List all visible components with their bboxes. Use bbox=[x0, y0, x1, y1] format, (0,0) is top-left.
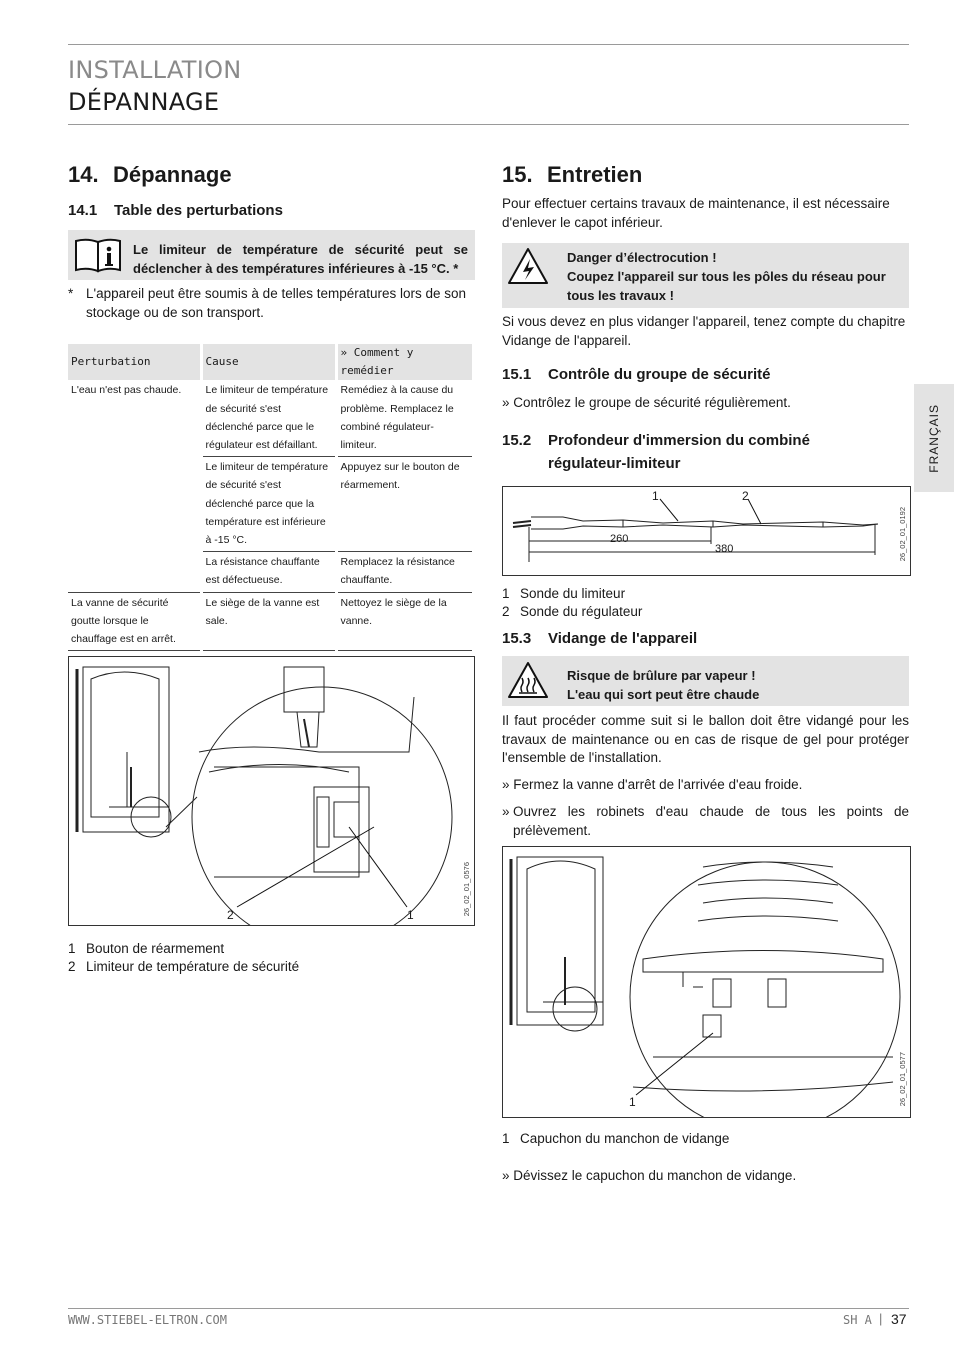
drain-cap-figure bbox=[502, 846, 911, 1118]
cell-cause: La résistance chauffante est défectueuse. bbox=[201, 552, 336, 592]
section-14-1-heading: 14.1 Table des perturbations bbox=[68, 202, 283, 219]
language-tab-label: FRANÇAIS bbox=[927, 403, 941, 473]
cell-cause: Le siège de la vanne est sale. bbox=[201, 592, 336, 651]
section-15-1-bullet: » Contrôlez le groupe de sécurité régulièrement. bbox=[502, 395, 791, 410]
header-section: INSTALLATION bbox=[68, 56, 242, 84]
probe-caption-1: 1 Sonde du limiteur bbox=[502, 586, 626, 601]
figure-caption-2: 2 Limiteur de température de sécurité bbox=[68, 959, 300, 974]
section-15-heading: 15. Entretien bbox=[502, 162, 643, 187]
cell-remedy: Appuyez sur le bouton de réarmement. bbox=[336, 457, 472, 552]
drain-step-2: Ouvrez les robinets d'eau chaude de tous les points de prélèvement. bbox=[513, 804, 909, 838]
col-header-cause: Cause bbox=[201, 344, 336, 380]
drain-step-2-mark: » bbox=[502, 804, 510, 819]
book-info-icon bbox=[74, 237, 124, 273]
probe-label-2: 2 bbox=[742, 489, 749, 503]
cell-perturbation: La vanne de sécurité goutte lorsque le chauffage est en arrêt. bbox=[68, 592, 201, 651]
probe-figure bbox=[502, 486, 911, 576]
header-title: DÉPANNAGE bbox=[68, 88, 220, 116]
section-15-intro: Pour effectuer certains travaux de maintenance, il est nécessaire d'enlever le capot inférieur. bbox=[502, 196, 890, 230]
section-15-3-text: Il faut procéder comme suit si le ballon doit être vidangé pour les travaux de maintenance ou en cas de risque de gel pour protéger l'ensemble de l'installation. bbox=[502, 713, 909, 765]
section-15-1-heading: 15.1 Contrôle du groupe de sécurité bbox=[502, 366, 771, 383]
dimension-380: 380 bbox=[715, 543, 734, 555]
col-header-perturbation: Perturbation bbox=[68, 344, 201, 380]
page-number: 37 bbox=[891, 1311, 907, 1327]
probe-label-1: 1 bbox=[652, 489, 659, 503]
dimension-260: 260 bbox=[610, 533, 629, 545]
cell-cause: Le limiteur de température de sécurité s'est déclenché parce que le régulateur est défaillant. bbox=[201, 380, 336, 456]
footnote-text: L'appareil peut être soumis à de telles températures lors de son stockage ou de son transport. bbox=[86, 286, 467, 320]
drain-step-1: » Fermez la vanne d'arrêt de l'arrivée d'eau froide. bbox=[502, 777, 803, 792]
table-header-row bbox=[68, 344, 472, 380]
section-15-2-heading: 15.2 Profondeur d'immersion du combiné régulateur-limiteur bbox=[502, 432, 810, 472]
probe-caption-2: 2 Sonde du régulateur bbox=[502, 604, 643, 619]
figure-caption-1: 1 Bouton de réarmement bbox=[68, 941, 225, 956]
footer-separator: | bbox=[879, 1311, 883, 1326]
section-14-heading: 14. Dépannage bbox=[68, 162, 232, 187]
cell-remedy: Nettoyez le siège de la vanne. bbox=[336, 592, 472, 651]
drain-step-3: » Dévissez le capuchon du manchon de vidange. bbox=[502, 1168, 797, 1183]
drain-figure-label-1: 1 bbox=[629, 1095, 636, 1109]
footnote-mark: * bbox=[68, 286, 74, 301]
probe-figure-code: 26_02_01_0192 bbox=[898, 507, 907, 562]
footer-url[interactable]: WWW.STIEBEL-ELTRON.COM bbox=[68, 1313, 227, 1327]
electric-hazard-icon bbox=[506, 246, 550, 286]
drain-figure-caption: 1 Capuchon du manchon de vidange bbox=[502, 1131, 730, 1146]
heater-drain-illustration bbox=[503, 847, 910, 1117]
table-row bbox=[68, 380, 472, 456]
cell-remedy: Remédiez à la cause du problème. Remplacez le combiné régulateur-limiteur. bbox=[336, 380, 472, 456]
figure-label-1: 1 bbox=[407, 908, 414, 922]
figure-code: 26_02_01_0576 bbox=[462, 862, 471, 917]
heater-reset-illustration bbox=[69, 657, 474, 925]
footer-model: SH A bbox=[843, 1313, 872, 1327]
cell-remedy: Remplacez la résistance chauffante. bbox=[336, 552, 472, 592]
cell-perturbation: L'eau n'est pas chaude. bbox=[68, 380, 201, 592]
info-text: Le limiteur de température de sécurité peut se déclencher à des températures inférieures à -15 °C. * bbox=[133, 242, 468, 276]
drain-note: Si vous devez en plus vidanger l'appareil, tenez compte du chapitre Vidange de l'appareil. bbox=[502, 314, 906, 348]
probe-illustration bbox=[503, 487, 910, 575]
table-row bbox=[68, 592, 472, 651]
hot-steam-warning-icon bbox=[506, 660, 550, 700]
section-15-3-heading: 15.3 Vidange de l'appareil bbox=[502, 630, 698, 647]
troubleshooting-table bbox=[68, 344, 472, 651]
figure-label-2: 2 bbox=[227, 908, 234, 922]
cell-cause: Le limiteur de température de sécurité s'est déclenché parce que la température est inférieure à -15 °C. bbox=[201, 457, 336, 552]
reset-button-figure bbox=[68, 656, 475, 926]
warning-text: Risque de brûlure par vapeur ! L'eau qui sort peut être chaude bbox=[567, 668, 760, 702]
drain-figure-code: 26_02_01_0577 bbox=[898, 1052, 907, 1107]
col-header-remedy: » Comment y remédier bbox=[336, 344, 472, 380]
danger-text: Danger d’électrocution ! Coupez l'appareil sur tous les pôles du réseau pour tous les travaux ! bbox=[567, 250, 886, 303]
